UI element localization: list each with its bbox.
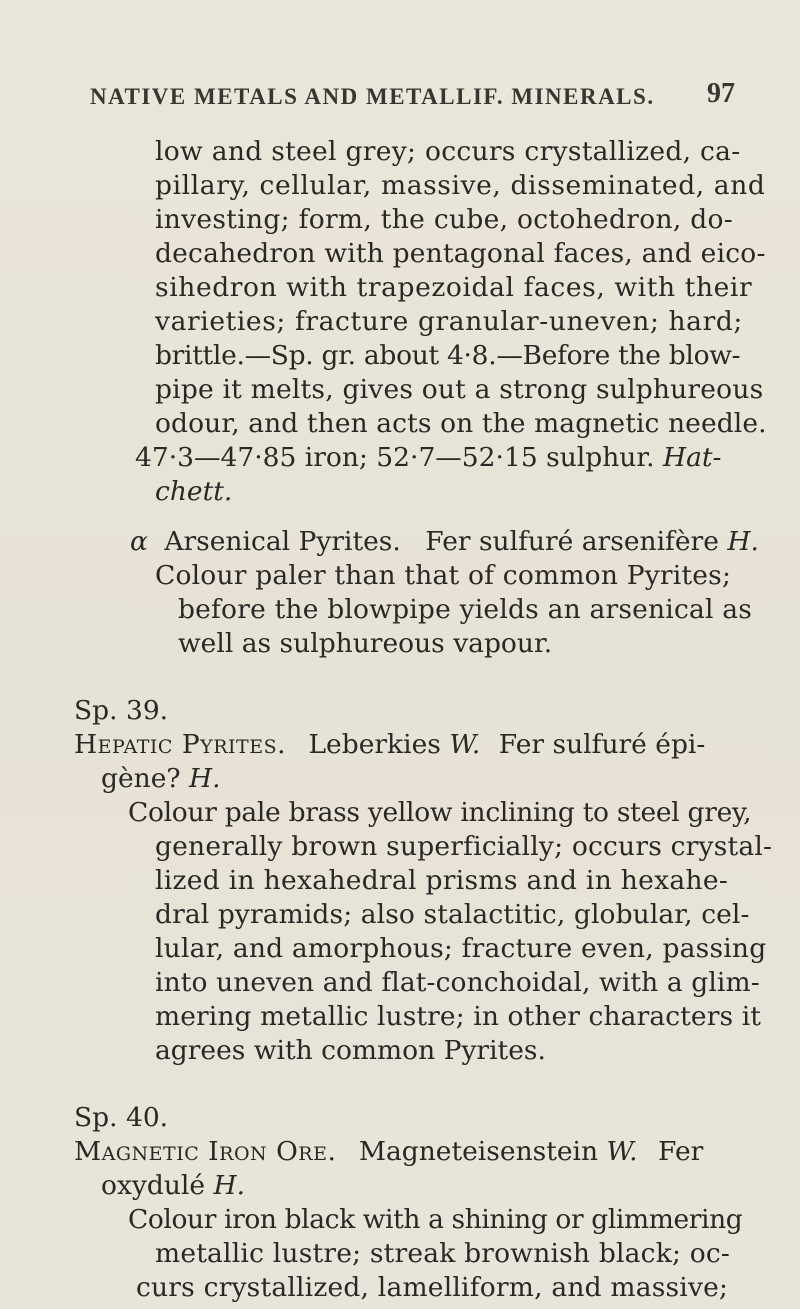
text-line: mering metallic lustre; in other characters it xyxy=(155,1001,762,1032)
text-line: well as sulphureous vapour. xyxy=(178,628,553,659)
text-line xyxy=(135,441,721,475)
text-line: Colour iron black with a shining or glimmering xyxy=(128,1204,743,1235)
species-number: Sp. 39. xyxy=(74,695,169,726)
german-synonym: Magneteisenstein xyxy=(358,1136,599,1167)
text-line: pipe it melts, gives out a strong sulphureous xyxy=(155,374,764,405)
text-line: varieties; fracture granular-uneven; hard; xyxy=(155,306,743,337)
text-line: brittle.—Sp. gr. about 4·8.—Before the blow- xyxy=(155,340,741,371)
variety-name: Arsenical Pyrites. xyxy=(164,526,401,557)
running-header: NATIVE METALS AND METALLIF. MINERALS. xyxy=(90,84,655,109)
text-line: into uneven and flat-conchoidal, with a glim- xyxy=(155,967,760,998)
text-line: investing; form, the cube, octohedron, do- xyxy=(155,204,734,235)
text-line: Colour paler than that of common Pyrites; xyxy=(155,560,732,591)
author-abbrev: H. xyxy=(189,763,221,794)
species-name: Hepatic Pyrites. xyxy=(74,729,287,760)
text-line: low and steel grey; occurs crystallized, ca- xyxy=(155,136,741,167)
text-line xyxy=(101,1169,245,1203)
author-abbrev: H. xyxy=(727,526,759,557)
text-line: sihedron with trapezoidal faces, with their xyxy=(155,272,753,303)
text-line: agrees with common Pyrites. xyxy=(155,1035,546,1066)
species-number: Sp. 40. xyxy=(74,1102,169,1133)
text-line: pillary, cellular, massive, disseminated, and xyxy=(155,170,766,201)
variety-marker: α xyxy=(130,526,148,557)
text-line: lized in hexahedral prisms and in hexahe- xyxy=(155,865,729,896)
french-synonym: Fer xyxy=(658,1136,704,1167)
text-line xyxy=(101,762,221,796)
french-synonym-cont: oxydulé xyxy=(101,1170,206,1201)
author-name: chett. xyxy=(155,476,233,507)
author-name: Hat- xyxy=(662,442,722,473)
text-line: decahedron with pentagonal faces, and eico- xyxy=(155,238,766,269)
french-synonym: Fer sulfuré épi- xyxy=(498,729,706,760)
author-abbrev: W. xyxy=(449,729,481,760)
species-heading xyxy=(74,1135,703,1169)
text-line: dral pyramids; also stalactitic, globular, cel- xyxy=(155,899,750,930)
variety-heading xyxy=(130,525,759,559)
french-synonym-cont: gène? xyxy=(101,763,181,794)
text-line: Colour pale brass yellow inclining to steel grey, xyxy=(128,797,752,828)
species-name: Magnetic Iron Ore. xyxy=(74,1136,337,1167)
text-line: odour, and then acts on the magnetic needle. xyxy=(155,408,767,439)
page-number: 97 xyxy=(707,78,735,109)
composition-text: 47·3—47·85 iron; 52·7—52·15 sulphur. xyxy=(135,442,655,473)
german-synonym: Leberkies xyxy=(308,729,441,760)
author-abbrev: W. xyxy=(606,1136,638,1167)
text-line: generally brown superficially; occurs crystal- xyxy=(155,831,773,862)
french-synonym: Fer sulfuré arsenifère xyxy=(425,526,719,557)
text-line: before the blowpipe yields an arsenical as xyxy=(178,594,753,625)
text-line: curs crystallized, lamelliform, and massive; xyxy=(136,1272,729,1303)
text-line: lular, and amorphous; fracture even, passing xyxy=(155,933,767,964)
author-abbrev: H. xyxy=(213,1170,246,1201)
species-heading xyxy=(74,728,705,762)
text-line: metallic lustre; streak brownish black; oc- xyxy=(155,1238,731,1269)
